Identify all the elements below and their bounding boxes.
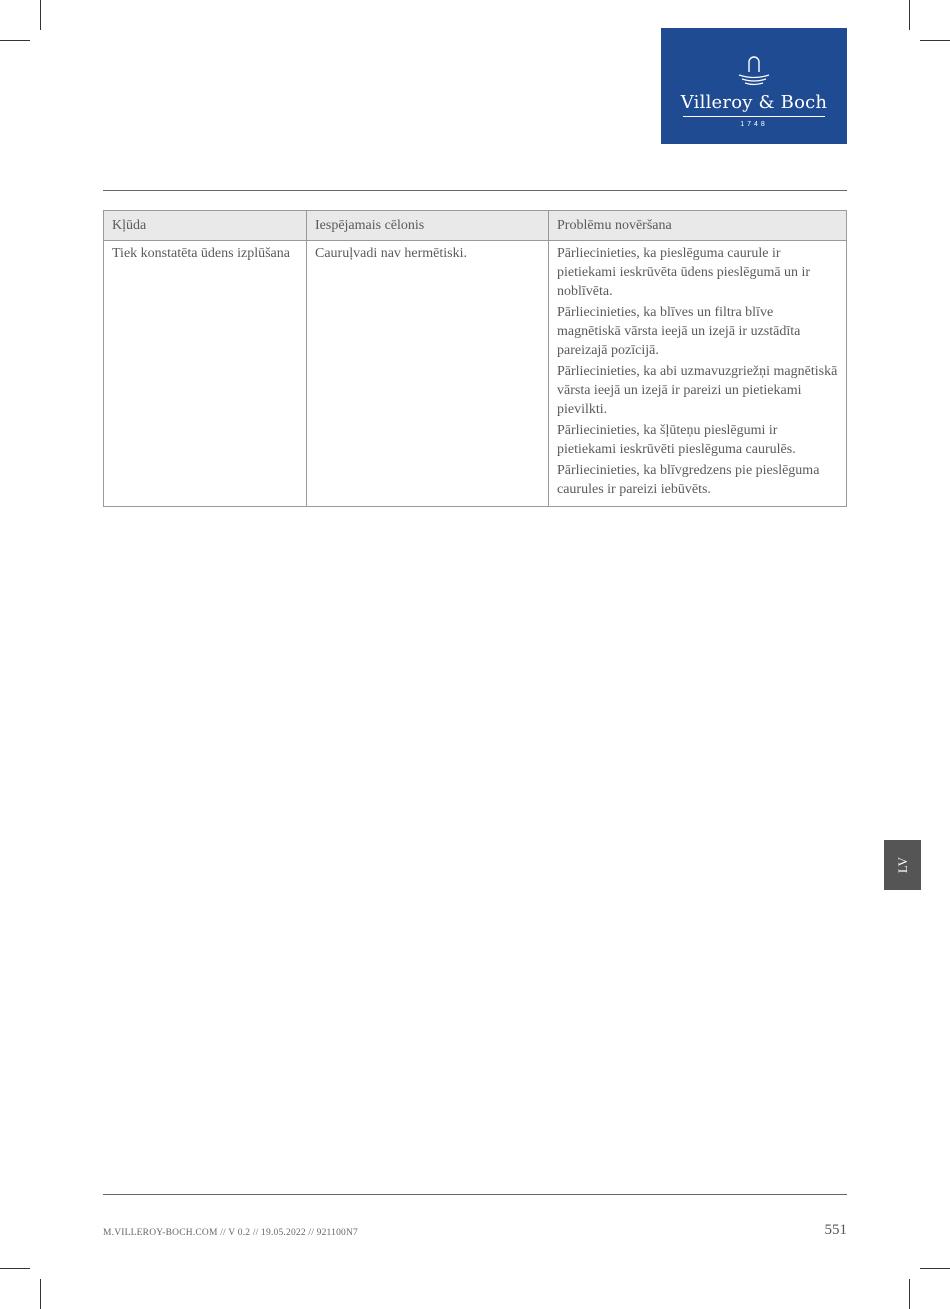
logo-brand-name: Villeroy & Boch	[680, 92, 828, 113]
crop-mark	[40, 0, 41, 30]
page-number: 551	[824, 1222, 847, 1238]
footer-text: M.VILLEROY-BOCH.COM // V 0.2 // 19.05.2022 // 921100N7	[103, 1228, 358, 1238]
header-divider	[103, 190, 847, 191]
crop-mark	[909, 0, 910, 30]
crop-mark	[920, 1268, 950, 1269]
language-tab-label: LV	[894, 856, 910, 874]
remedy-item: Pārliecinieties, ka blīvgredzens pie pieslēguma caurules ir pareizi iebūvēts.	[557, 463, 820, 497]
table-header-row	[104, 211, 847, 241]
remedy-item: Pārliecinieties, ka pieslēguma caurule ir pietiekami ieskrūvēta ūdens pieslēgumā un ir noblīvēta.	[557, 246, 811, 299]
logo-underline	[683, 116, 825, 117]
column-header-cause: Iespējamais cēlonis	[307, 211, 549, 241]
brand-logo	[661, 28, 847, 144]
crop-mark	[909, 1279, 910, 1309]
table-row	[104, 241, 847, 507]
remedy-item: Pārliecinieties, ka abi uzmavuzgriežņi magnētiskā vārsta ieejā un izejā ir pareizi un pietiekami pievilkti.	[557, 364, 838, 417]
crop-mark	[920, 40, 950, 41]
column-header-remedy: Problēmu novēršana	[549, 211, 847, 241]
crop-mark	[40, 1279, 41, 1309]
logo-year: 1748	[740, 121, 768, 128]
remedy-item: Pārliecinieties, ka blīves un filtra blīve magnētiskā vārsta ieejā un izejā ir uzstādīta pareizajā pozīcijā.	[557, 305, 801, 358]
cell-remedy	[549, 241, 847, 507]
logo-fountain-icon	[733, 54, 775, 90]
crop-mark	[0, 1268, 30, 1269]
crop-mark	[0, 40, 30, 41]
cell-fault: Tiek konstatēta ūdens izplūšana	[104, 241, 307, 507]
remedy-item: Pārliecinieties, ka šļūteņu pieslēgumi ir pietiekami ieskrūvēti pieslēguma caurulēs.	[557, 423, 796, 457]
cell-cause: Cauruļvadi nav hermētiski.	[307, 241, 549, 507]
column-header-fault: Kļūda	[104, 211, 307, 241]
footer-divider	[103, 1194, 847, 1195]
troubleshooting-table	[103, 210, 847, 507]
language-tab	[884, 840, 921, 890]
